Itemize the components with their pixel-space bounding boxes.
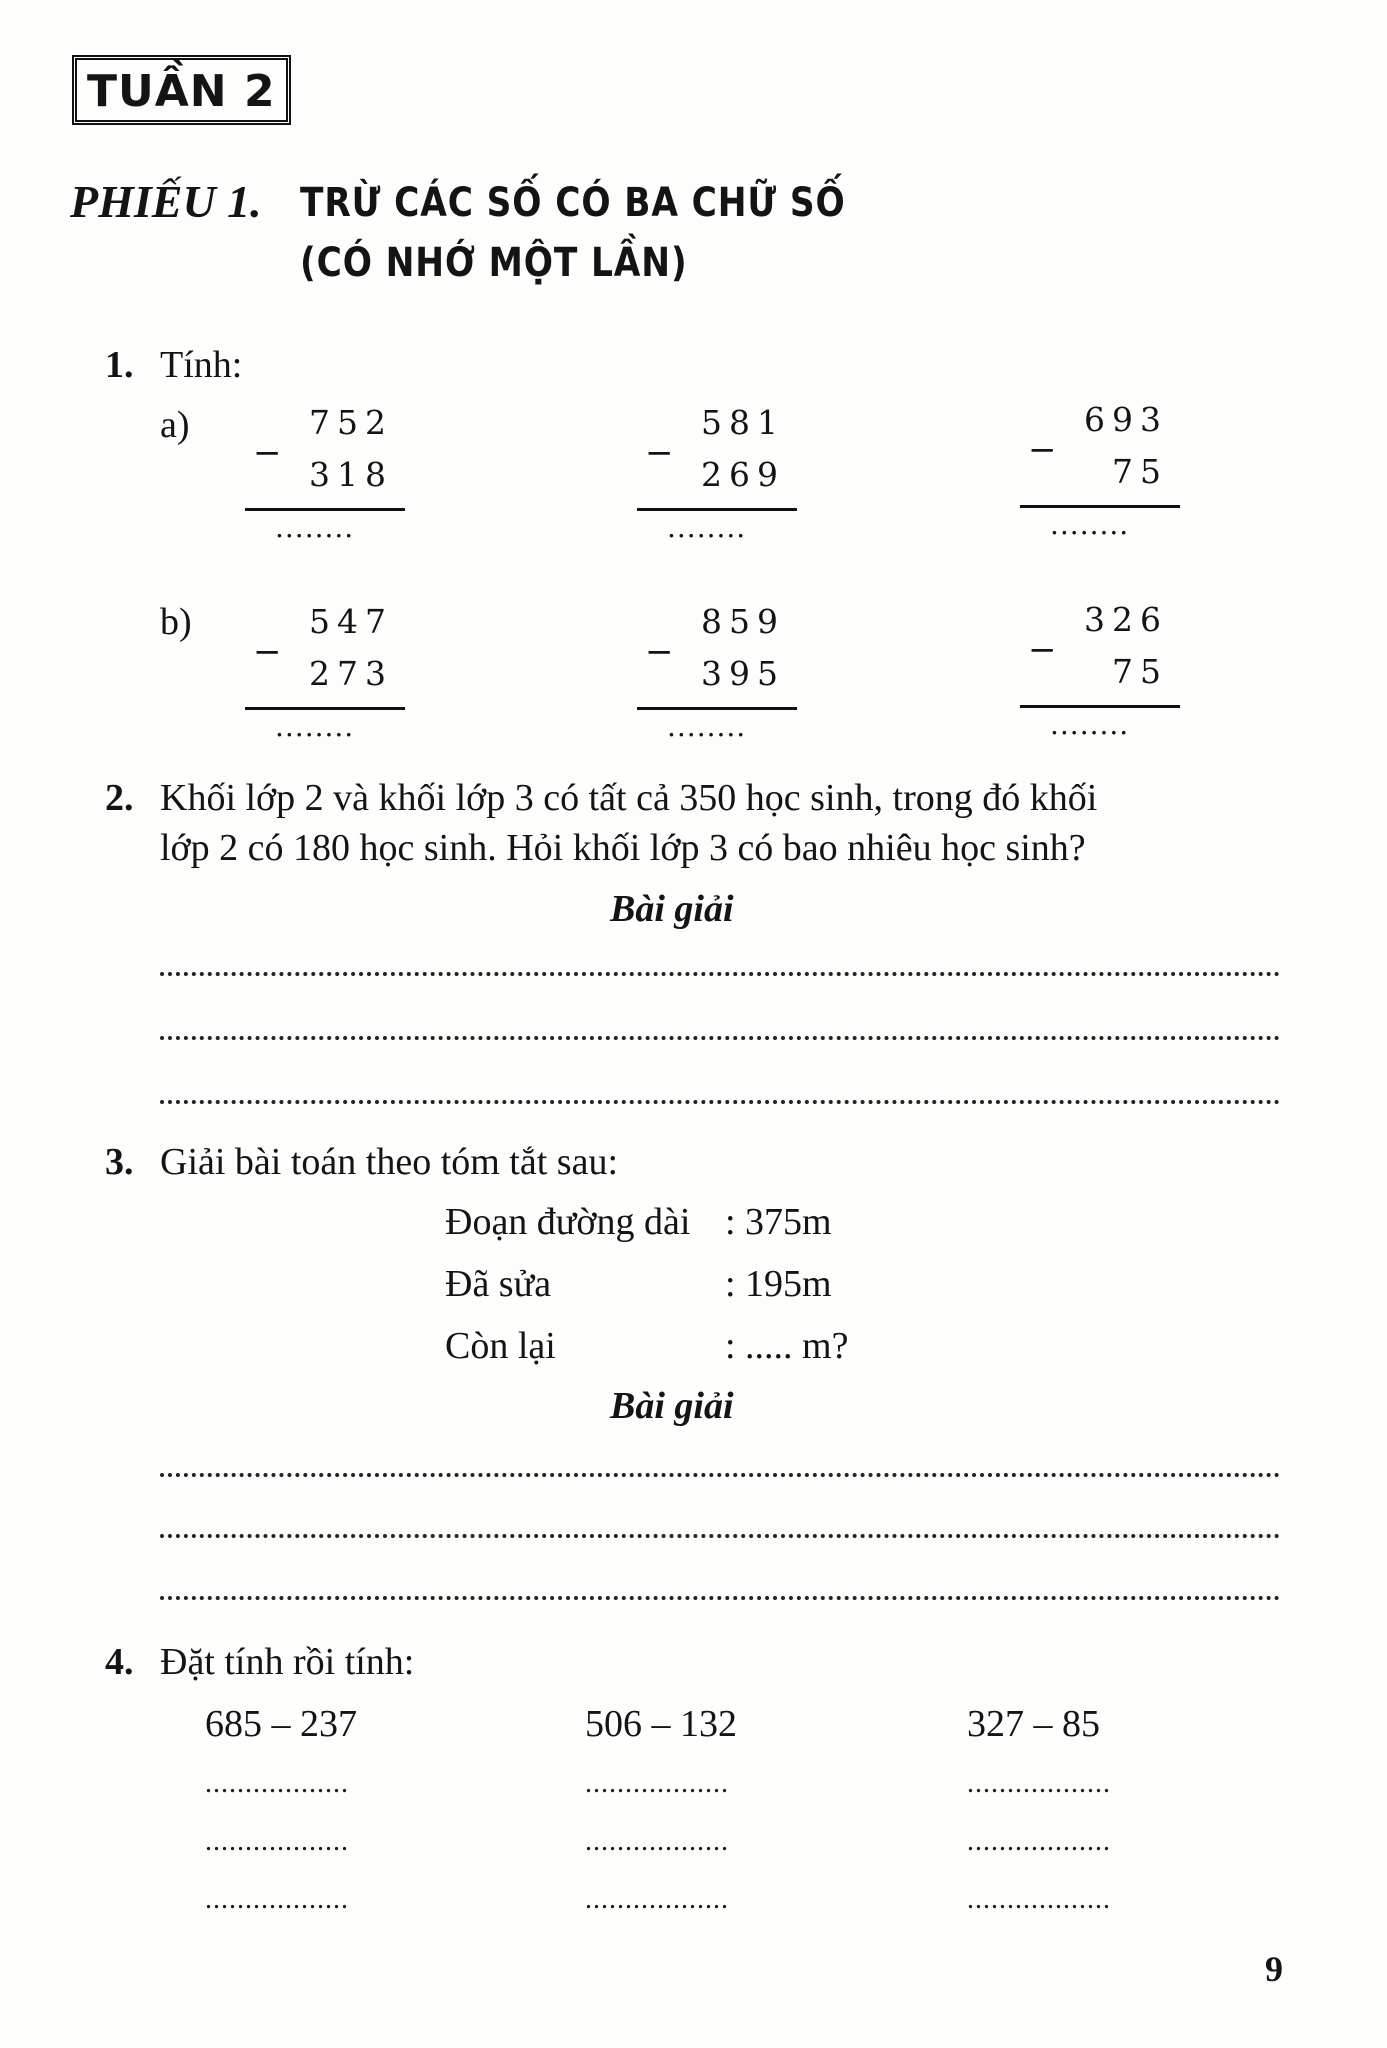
ex4-blank-2[interactable]: ..................	[205, 1826, 349, 1857]
ex4-blank-1[interactable]: ..................	[585, 1768, 729, 1799]
subtrahend: 318	[309, 455, 393, 494]
ex3-answer-line-2[interactable]	[160, 1534, 1280, 1538]
ex1-a-calc-1	[245, 403, 405, 593]
week-label: TUẦN 2	[72, 55, 291, 125]
ex1-b-calc-3	[1020, 600, 1180, 790]
ex3-prompt: Giải bài toán theo tóm tắt sau:	[160, 1141, 619, 1183]
ex4-expr: 506 – 132	[585, 1703, 737, 1745]
minuend: 693	[1084, 400, 1168, 439]
ex4-item-3	[967, 1702, 1111, 1916]
minus-sign: −	[253, 433, 282, 473]
ex3-answer-line-1[interactable]	[160, 1473, 1280, 1477]
ex3-summary-value-1: : 375m	[725, 1201, 832, 1243]
ex4-blank-3[interactable]: ..................	[967, 1884, 1111, 1915]
result-blank[interactable]: ........	[275, 710, 355, 743]
ex3-summary-label-1: Đoạn đường dài	[445, 1201, 691, 1243]
ex1-prompt: Tính:	[160, 344, 243, 386]
subtrahend: 395	[701, 654, 785, 693]
minuend: 752	[309, 403, 393, 442]
ex3-answer-line-3[interactable]	[160, 1596, 1280, 1600]
ex4-blank-3[interactable]: ..................	[205, 1884, 349, 1915]
ex4-blank-2[interactable]: ..................	[585, 1826, 729, 1857]
sheet-label: PHIẾU 1.	[70, 176, 262, 227]
ex1-number: 1.	[105, 344, 134, 386]
result-blank[interactable]: ........	[1050, 508, 1130, 541]
ex3-summary-value-3: : ..... m?	[725, 1325, 849, 1367]
subtrahend: 273	[309, 654, 393, 693]
ex1-a-calc-2	[637, 403, 797, 593]
subtrahend: 269	[701, 455, 785, 494]
ex2-line-2: lớp 2 có 180 học sinh. Hỏi khối lớp 3 có bao nhiêu học sinh?	[160, 827, 1086, 869]
ex3-number: 3.	[105, 1141, 134, 1183]
ex4-blank-1[interactable]: ..................	[205, 1768, 349, 1799]
page-number: 9	[1265, 1949, 1283, 1989]
minus-sign: −	[253, 632, 282, 672]
minus-sign: −	[1028, 630, 1057, 670]
ex2-solution-label: Bài giải	[610, 888, 734, 930]
minus-sign: −	[645, 433, 674, 473]
ex1-b-calc-2	[637, 602, 797, 792]
ex3-summary-label-2: Đã sửa	[445, 1263, 552, 1305]
ex4-number: 4.	[105, 1641, 134, 1683]
ex4-expr: 327 – 85	[967, 1703, 1100, 1745]
ex3-summary-value-2: : 195m	[725, 1263, 832, 1305]
result-blank[interactable]: ........	[1050, 708, 1130, 741]
ex3-solution-label: Bài giải	[610, 1385, 734, 1427]
minuend: 326	[1084, 600, 1168, 639]
ex2-answer-line-1[interactable]	[160, 972, 1280, 976]
title-line-2: (CÓ NHỚ MỘT LẦN)	[300, 240, 688, 286]
ex2-line-1: Khối lớp 2 và khối lớp 3 có tất cả 350 học sinh, trong đó khối	[160, 777, 1098, 819]
ex3-summary-label-3: Còn lại	[445, 1325, 556, 1367]
ex1-b-calc-1	[245, 602, 405, 792]
ex1-row-a-label: a)	[160, 404, 190, 446]
result-blank[interactable]: ........	[667, 710, 747, 743]
minus-sign: −	[645, 632, 674, 672]
ex4-blank-3[interactable]: ..................	[585, 1884, 729, 1915]
subtrahend: 75	[1112, 652, 1168, 691]
ex2-answer-line-3[interactable]	[160, 1100, 1280, 1104]
minuend: 547	[309, 602, 393, 641]
minuend: 581	[701, 403, 785, 442]
ex2-answer-line-2[interactable]	[160, 1036, 1280, 1040]
ex2-number: 2.	[105, 777, 134, 819]
minus-sign: −	[1028, 430, 1057, 470]
ex4-blank-1[interactable]: ..................	[967, 1768, 1111, 1799]
ex4-blank-2[interactable]: ..................	[967, 1826, 1111, 1857]
subtrahend: 75	[1112, 452, 1168, 491]
title-line-1: TRỪ CÁC SỐ CÓ BA CHỮ SỐ	[300, 180, 846, 226]
ex4-item-2	[585, 1702, 737, 1916]
ex1-row-b-label: b)	[160, 601, 192, 643]
ex4-expr: 685 – 237	[205, 1703, 357, 1745]
ex4-prompt: Đặt tính rồi tính:	[160, 1641, 415, 1683]
ex4-item-1	[205, 1702, 357, 1916]
result-blank[interactable]: ........	[667, 511, 747, 544]
result-blank[interactable]: ........	[275, 511, 355, 544]
minuend: 859	[701, 602, 785, 641]
ex1-a-calc-3	[1020, 400, 1180, 590]
